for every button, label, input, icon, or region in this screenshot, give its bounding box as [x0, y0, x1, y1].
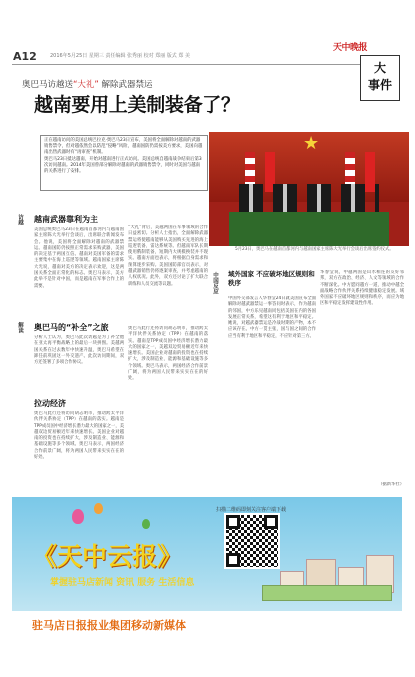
lead-box [40, 135, 208, 191]
section-body-3: 奥巴马此行还将访问胡志明市，推动跨太平洋伙伴关系协定（TPP）在越南的落实。越南是TPP成员国中经济增长潜力最大的国家之一，美越双边贸易额近年来快速增长。美国企业对越南的投资也在持续扩大，涉及制造业、能源和基础设施等多个领域。奥巴马表示，两国经济合作前景广阔，将为两国人民带来实实在在的好处。 [34, 411, 124, 461]
section-tag-visit: 访越 [17, 214, 23, 225]
page-number: A12 [13, 50, 37, 63]
topic-badge [360, 55, 400, 101]
section-title-1: 越南武器靠利为主 [34, 215, 98, 224]
section-body-2: 分析人士认为，奥巴马此次访越是为了补全他在亚太再平衡战略上的最后一块拼图。美越两国关系在过去数年中快速升温，奥巴马希望在卸任前巩固这一外交遗产。此次访问期间，双方还签署了多项合作协议。 [34, 335, 124, 366]
balloon-icon [142, 519, 150, 529]
headline: 越南要用上美制装备了？ [34, 94, 240, 116]
qr-code-icon [224, 513, 280, 569]
grass-strip [262, 585, 392, 601]
photo-people [239, 184, 379, 214]
section-body-4: 中国外交部发言人华春莹24日就美国宣布全面解除对越武器禁运一事答问时表示，作为越南的邻国，中方乐见越南同包括美国在内的各国发展正常关系，希望这有利于地区和平稳定。她说，对越武器禁运是冷战时期的产物，本不应该存在。中方一贯主张，国与国之间的合作应当有利于地区和平稳定，不应针对第三方。 [228, 296, 316, 339]
balloon-icon [94, 503, 103, 514]
advert-title: 《天中云报》 [32, 542, 183, 571]
qr-corner-icon [264, 515, 278, 529]
kicker-quote: “大礼” [73, 80, 99, 90]
lead-paragraph-1: 正在越南访问的美国总统巴拉克·奥巴马23日宣布，美国将全面解除对越南的武器销售禁令，但对越依然会以防范“侵略”风险，越南国防仍需按美方要求，美国向越南出售武器时有“再审查”机制。 [44, 138, 203, 156]
lead-paragraph-2: 奥巴马23日抵达越南，开始对越南进行正式访问。美国总统自越南战争结束后第3次访问越南。2014年美国曾部分解除对越南的武器销售禁令，同时对美国与越南的关系进行了安排。 [44, 156, 202, 175]
section-tag-china: 中国反应 [212, 272, 218, 294]
advert-tianzhong-cloud [12, 497, 402, 645]
section-title-4: 域外国家 不应破坏地区规则和秩序 [228, 270, 315, 287]
qr-corner-icon [226, 553, 240, 567]
page-meta: 2016年5月25日 星期三 责任编辑 张秀丽 校对 郑丽 版式 郑 美 [50, 53, 190, 59]
byline: （据新华社） [378, 482, 404, 487]
qr-corner-icon [226, 515, 240, 529]
balloon-icon [72, 509, 84, 524]
topic-line-2: 事件 [367, 78, 392, 92]
column-middle-bottom: 奥巴马此行还将访问胡志明市，推动跨太平洋伙伴关系协定（TPP）在越南的落实。越南是TPP成员国中经济增长潜力最大的国家之一，美越双边贸易额近年来快速增长。美国企业对越南的投资也在持续扩大，涉及制造业、能源和基础设施等多个领域。奥巴马表示，两国经济合作前景广阔，将为两国人民带来实实在在的好处。 [128, 326, 208, 382]
topic-line-1: 大 [373, 61, 386, 75]
photo-caption: 5月23日，奥巴马在越南首都河内与越南国家主席陈大光举行会谈后出席签约仪式。 [235, 247, 394, 252]
section-body-1: 美国总统奥巴马23日在越南首都河内与越南国家主席陈大光举行会谈后，出席联合新闻发布会。他说，美国将全面解除对越南的武器禁运。越南国防仍按照正常需求采购武器，美国的决定基于两国互信。越南对美国军备的需求主要集中在海上巡逻等领域。越南国家主席陈大光说，越南对美方的决定表示欢迎，这是两国关系全面正常化的标志。奥巴马表示，美方此举不是针对中国，而是越南在军事合作上的需要。 [34, 227, 124, 289]
kicker-after: 解除武器禁运 [98, 80, 153, 90]
advert-organization: 驻马店日报报业集团移动新媒体 [32, 619, 186, 632]
section-body-4b: 华春莹说，中越两国是山水相连的友好邻邦，双方在政治、经济、人文等领域的合作不断深化。中方愿同越方一道，推动中越全面战略合作伙伴关系持续健康稳定发展。域外国家不应破坏地区规则和秩序，而应为地区和平稳定发挥建设性作用。 [320, 270, 404, 307]
qr-label: 扫描二维码即刻关注客户端下载 [216, 507, 287, 513]
section-title-3: 拉动经济 [34, 399, 66, 408]
brand-logo: 天中晚报 [333, 43, 368, 53]
star-emblem-icon: ★ [303, 133, 320, 154]
section-title-2: 奥巴马的“补全”之旅 [34, 323, 109, 332]
section-tag-analysis: 解读 [17, 322, 23, 333]
advert-tagline: 掌握驻马店新闻 资讯 服务 生活信息 [50, 578, 195, 588]
kicker-before: 奥巴马访越送 [22, 80, 74, 90]
news-photo [209, 132, 409, 246]
signing-table [229, 212, 389, 246]
header-rule [12, 64, 400, 65]
column-middle-top: “大礼”背后，美越两国在军事领域的合作日益密切。分析人士指出，全面解除武器禁运将使越南能够从美国购买先进的海上巡逻装备、雷达系统等。但越南军队长期使用俄制装备，短期内大规模换装并不现实。越南方面也表示，将根据自身需求和预算逐步采购。美国国防部官员表示，对越武器销售仍将逐案审查，并考虑越南的人权状况。此外，双方还讨论了扩大联合训练和人员交流等议题。 [128, 225, 208, 287]
kicker [22, 78, 153, 90]
